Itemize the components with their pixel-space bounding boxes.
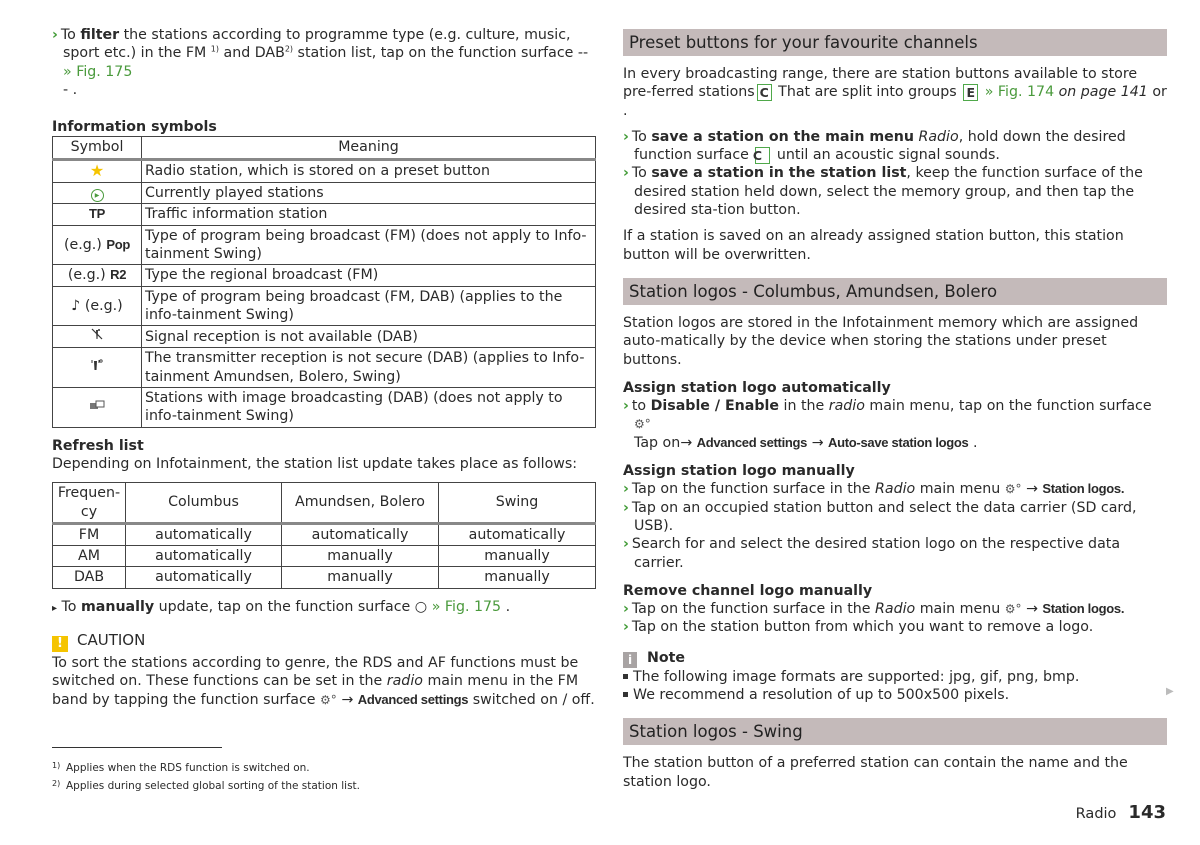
fig-175-link[interactable]: » Fig. 175: [63, 63, 133, 80]
next-page-arrow-icon: ▶: [1166, 686, 1174, 697]
save-main-menu-step: › To save a station on the main menu Radio, hold down the desired function surface C until an acoustic signal sounds.: [623, 128, 1126, 164]
chevron-icon: ›: [623, 619, 629, 636]
chevron-icon: ›: [623, 481, 629, 498]
tp-icon: TP: [88, 206, 105, 222]
column-header: Columbus: [126, 483, 282, 524]
table-row: TP Traffic information station: [53, 204, 596, 225]
filter-instruction: › To filter the stations according to programme type (e.g. culture, music, sport etc.) in the FM $^{1)}$ and DAB$^{2)}$ station list, tap on the function surface -- » Fig. 175 - .: [52, 27, 589, 98]
save-station-list-step: › To save a station in the station list, keep the function surface of the desired station held down, select the memory group, and then tap the desired sta-tion button.: [623, 165, 1143, 219]
remove-manual-heading: Remove channel logo manually: [623, 582, 873, 599]
chevron-icon: ›: [623, 536, 629, 553]
fig-174-link[interactable]: » Fig. 174: [984, 84, 1055, 101]
table-row: The transmitter reception is not secure (DAB) (applies to Info-tainment Amundsen, Bolero, Swing): [53, 348, 596, 388]
column-header: Swing: [439, 483, 596, 524]
section-title-preset: Preset buttons for your favourite channels: [623, 29, 1167, 56]
table-row: DAB automatically manually manually: [53, 567, 596, 588]
assign-manual-step: › Search for and select the desired station logo on the respective data carrier.: [623, 536, 1121, 571]
callout-e: E: [963, 84, 978, 101]
gear-icon: ⚙°: [634, 417, 651, 432]
refresh-table: [52, 482, 596, 588]
menu-advanced-settings: Advanced settings: [357, 691, 469, 707]
square-bullet-icon: [623, 674, 628, 679]
logos-intro: Station logos are stored in the Infotainment memory which are assigned auto-matically by the device when storing the stations under preset buttons.: [623, 314, 1139, 368]
remove-manual-step: › Tap on the function surface in the Radio main menu ⚙° → Station logos.: [623, 601, 1125, 618]
no-signal-icon: [90, 327, 104, 341]
assign-manual-step: › Tap on an occupied station button and select the data carrier (SD card, USB).: [623, 499, 1137, 534]
remove-manual-step: › Tap on the station button from which you want to remove a logo.: [623, 619, 1094, 636]
table-row: AM automatically manually manually: [53, 546, 596, 567]
column-header: Meaning: [142, 137, 596, 159]
page-number: 143: [1128, 802, 1166, 823]
right-column: [623, 26, 1167, 791]
overwrite-note: If a station is saved on an already assigned station button, this station button will be overwritten.: [623, 228, 1124, 263]
table-header-row: [53, 483, 596, 524]
gear-icon: ⚙°: [1004, 482, 1022, 497]
menu-station-logos: Station logos.: [1042, 481, 1125, 497]
table-row: Signal reception is not available (DAB): [53, 326, 596, 348]
footnote: 1) Applies when the RDS function is switched on.: [52, 761, 310, 774]
column-header: Frequen-cy: [53, 483, 126, 524]
gear-icon: ⚙°: [1004, 602, 1022, 617]
callout-c: C: [755, 147, 770, 164]
table-header-row: [53, 137, 596, 159]
chevron-icon: ›: [623, 165, 629, 182]
footer-section: Radio: [1075, 806, 1117, 822]
caution-icon: !: [52, 636, 68, 652]
music-note-icon: ♪: [71, 297, 81, 314]
column-header: Symbol: [53, 137, 142, 159]
chevron-icon: ›: [623, 128, 629, 145]
column-header: Amundsen, Bolero: [282, 483, 439, 524]
info-symbols-table: [52, 136, 596, 427]
chevron-icon: ›: [623, 398, 629, 415]
table-row: ♪ (e.g.) Type of program being broadcast (FM, DAB) (applies to the info-tainment Swing): [53, 286, 596, 326]
square-bullet-icon: [623, 692, 628, 697]
fig-175-link[interactable]: » Fig. 175: [431, 598, 502, 615]
table-row: ★ Radio station, which is stored on a preset button: [53, 159, 596, 182]
manual-update-instruction: ▸ To manually update, tap on the function surface ○ » Fig. 175 .: [52, 598, 511, 615]
section-title-logos-cab: Station logos - Columbus, Amundsen, Bolero: [623, 278, 1167, 305]
footnote-divider: [52, 747, 222, 748]
caution-text: To sort the stations according to genre, the RDS and AF functions must be switched on. These functions can be set in the radio main menu in the FM band by tapping the function surface ⚙° → Advanced settings switched on / off.: [52, 655, 595, 708]
image-broadcast-icon: [89, 399, 105, 411]
menu-advanced-settings: Advanced settings: [696, 434, 808, 450]
footnote: 2) Applies during selected global sorting of the station list.: [52, 779, 361, 792]
menu-auto-save-logos: Auto-save station logos: [828, 434, 969, 450]
refresh-icon: ○: [414, 598, 428, 615]
note-item: The following image formats are supported: jpg, gif, png, bmp.: [623, 668, 1167, 686]
assign-manual-heading: Assign station logo manually: [623, 463, 855, 480]
note-heading: i Note: [623, 649, 1167, 668]
star-icon: ★: [89, 160, 105, 180]
insecure-transmitter-icon: [90, 357, 104, 373]
triangle-bullet-icon: ▸: [52, 602, 58, 614]
left-column: [52, 26, 596, 709]
swing-text: The station button of a preferred station can contain the name and the station logo.: [623, 755, 1128, 790]
table-row: ▶ Currently played stations: [53, 183, 596, 204]
refresh-intro: Depending on Infotainment, the station list update takes place as follows:: [52, 455, 578, 472]
assign-manual-step: › Tap on the function surface in the Radio main menu ⚙° → Station logos.: [623, 481, 1125, 498]
info-icon: i: [623, 652, 637, 668]
chevron-icon: ›: [52, 27, 58, 43]
assign-auto-heading: Assign station logo automatically: [623, 379, 891, 396]
play-circle-icon: ▶: [91, 189, 104, 202]
pop-icon: Pop: [106, 236, 130, 252]
chevron-icon: ›: [623, 601, 629, 618]
refresh-list-heading: Refresh list: [52, 437, 144, 454]
section-title-logos-swing: Station logos - Swing: [623, 718, 1167, 745]
table-row: (e.g.) Pop Type of program being broadcast (FM) (does not apply to Info-tainment Swing): [53, 225, 596, 265]
info-symbols-heading: Information symbols: [52, 119, 217, 136]
table-row: Stations with image broadcasting (DAB) (does not apply to info-tainment Swing): [53, 388, 596, 428]
assign-auto-step: › to Disable / Enable in the radio main menu, tap on the function surface ⚙° Tap on→ Advanced settings → Auto-save station logos .: [623, 398, 1152, 451]
callout-c: C: [757, 84, 772, 101]
page-footer: [1076, 804, 1166, 823]
table-row: (e.g.) R2 Type the regional broadcast (FM): [53, 265, 596, 286]
caution-heading: ! CAUTION: [52, 631, 596, 652]
gear-icon: ⚙°: [320, 692, 337, 707]
preset-intro: In every broadcasting range, there are station buttons available to store pre-ferred stations C That are split into groups E » Fig. 174 on page 141 or .: [623, 66, 1167, 119]
chevron-icon: ›: [623, 499, 629, 516]
footnotes: [52, 747, 552, 794]
table-row: FM automatically automatically automatically: [53, 523, 596, 545]
menu-station-logos: Station logos.: [1042, 601, 1125, 617]
note-item: We recommend a resolution of up to 500x500 pixels.: [623, 686, 1167, 704]
r2-icon: R2: [110, 267, 127, 283]
